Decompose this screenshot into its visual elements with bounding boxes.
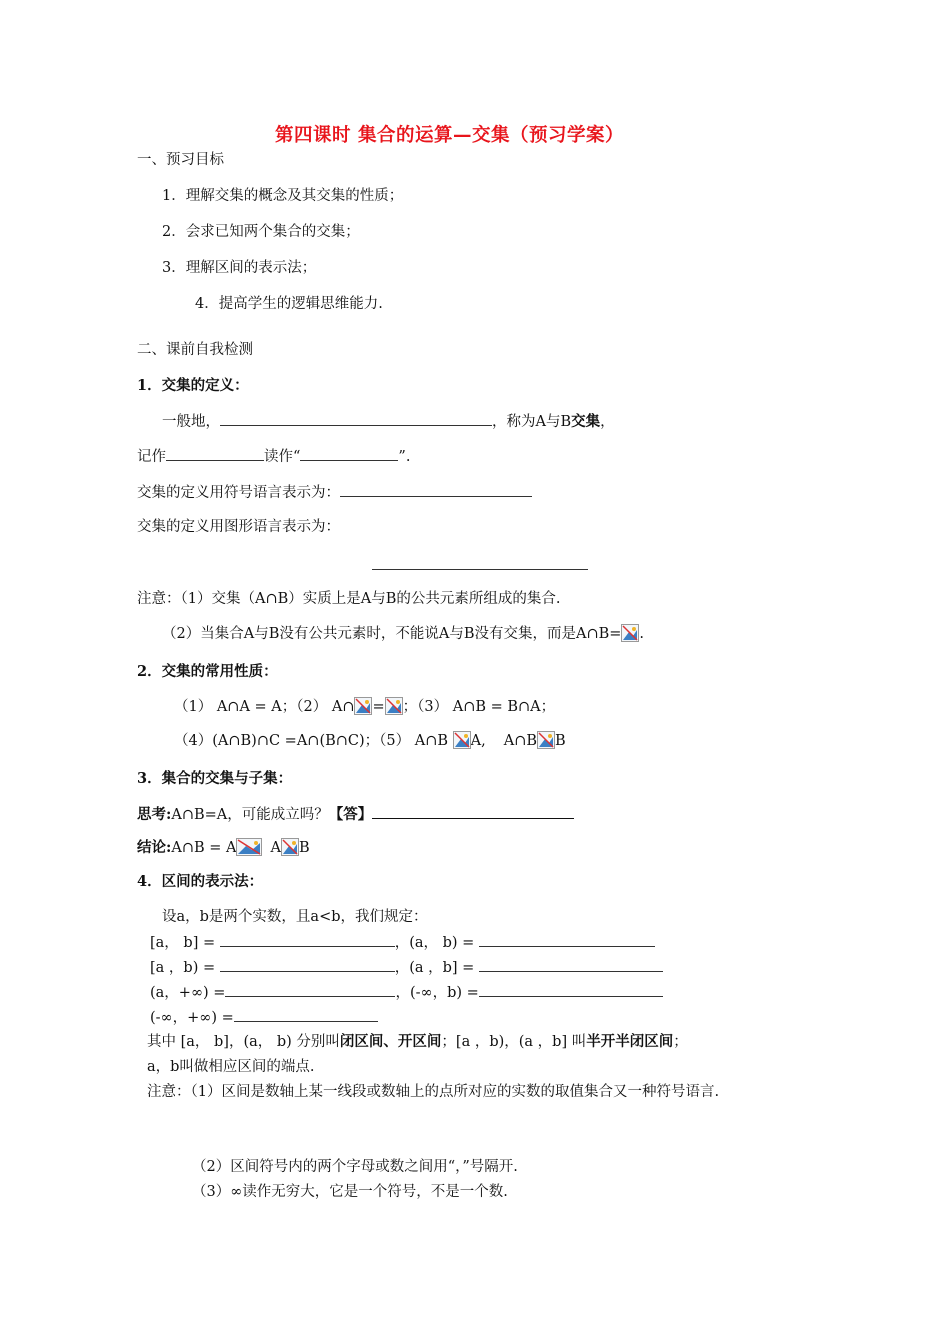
- text: 一般地，: [162, 414, 220, 430]
- text: （2）当集合A与B没有公共元素时，不能说A与B没有交集，而是A∩B=: [162, 626, 622, 642]
- text: 半开半闭区间: [586, 1033, 674, 1050]
- fill-blank[interactable]: [300, 446, 398, 461]
- text: =: [372, 699, 385, 715]
- text: ，(a ，b] =: [394, 960, 479, 976]
- fill-blank[interactable]: [166, 446, 264, 461]
- text: 结论:: [137, 839, 172, 856]
- text: (a，+∞) =: [150, 985, 226, 1001]
- interval-line: [150, 1007, 378, 1028]
- goal-item: 1．理解交集的概念及其交集的性质；: [162, 188, 404, 204]
- fill-blank[interactable]: [234, 1007, 378, 1022]
- fill-blank[interactable]: [220, 932, 395, 947]
- property-line: [174, 731, 566, 751]
- fill-blank[interactable]: [479, 982, 663, 997]
- text: ；（3） A∩B = B∩A；: [402, 699, 556, 715]
- goal-item: 3．理解区间的表示法；: [162, 260, 317, 276]
- text: 读作“: [264, 449, 301, 465]
- broken-image-icon: [537, 731, 555, 749]
- text: ，: [600, 414, 615, 430]
- note-line: （3）∞读作无穷大，它是一个符号，不是一个数.: [192, 1184, 508, 1200]
- text: A: [270, 840, 281, 856]
- note-line: （2）区间符号内的两个字母或数之间用“，”号隔开.: [192, 1159, 518, 1175]
- text: （1） A∩A = A；（2） A∩: [174, 699, 355, 715]
- text: ，(a， b) =: [394, 935, 479, 951]
- text: ”.: [398, 449, 411, 465]
- fill-blank[interactable]: [479, 957, 663, 972]
- text: ，称为A与B: [492, 414, 572, 430]
- text: （4）(A∩B)∩C =A∩(B∩C)；（5） A∩B: [174, 733, 453, 749]
- explanation-line: [147, 1032, 688, 1052]
- text: [a ，b) =: [150, 960, 220, 976]
- broken-image-icon: [385, 697, 403, 715]
- text: B: [555, 733, 566, 749]
- broken-image-icon: [236, 838, 262, 856]
- page-title: 第四课时 集合的运算—交集（预习学案）: [275, 125, 624, 146]
- fill-blank[interactable]: [220, 411, 492, 426]
- text: .: [639, 626, 645, 642]
- conclusion-line: [137, 838, 310, 858]
- graphic-language-line: 交集的定义用图形语言表示为：: [137, 519, 340, 535]
- broken-image-icon: [453, 731, 471, 749]
- text: 记作: [137, 449, 166, 465]
- text: B: [298, 840, 310, 856]
- text: (-∞，+∞) =: [150, 1010, 234, 1026]
- explanation-line: a，b叫做相应区间的端点.: [147, 1059, 315, 1075]
- goal-item: 2．会求已知两个集合的交集；: [162, 224, 360, 240]
- interval-line: [150, 982, 663, 1003]
- interval-line: [150, 957, 663, 978]
- text: A,: [470, 733, 486, 749]
- text: 【答】: [328, 806, 373, 823]
- fill-blank[interactable]: [479, 932, 655, 947]
- answer-blank[interactable]: [372, 804, 574, 819]
- text: ；[a ，b)，(a ，b] 叫: [441, 1034, 587, 1050]
- text: A∩B=A，可能成立吗？: [171, 807, 329, 823]
- symbol-language-line: [137, 482, 532, 503]
- note-line: 注意：（1）交集（A∩B）实质上是A与B的公共元素所组成的集合.: [137, 591, 561, 607]
- property-line: [174, 697, 555, 717]
- notation-line: [137, 446, 410, 467]
- text: 交集: [571, 413, 601, 430]
- text: A∩B: [503, 733, 537, 749]
- broken-image-icon: [281, 838, 299, 856]
- part-heading: 1．交集的定义：: [137, 377, 249, 394]
- think-line: [137, 804, 574, 825]
- text: A∩B = A: [171, 840, 237, 856]
- part-heading: 3．集合的交集与子集：: [137, 770, 293, 787]
- broken-image-icon: [354, 697, 372, 715]
- fill-blank[interactable]: [220, 957, 395, 972]
- part-heading: 2．交集的常用性质：: [137, 663, 278, 680]
- interval-line: [150, 932, 655, 953]
- text: 思考:: [137, 806, 172, 823]
- fill-blank[interactable]: [225, 982, 395, 997]
- intro-line: 设a，b是两个实数，且a<b，我们规定：: [162, 909, 428, 925]
- text: ，(-∞，b) =: [395, 985, 479, 1001]
- goal-item: 4．提高学生的逻辑思维能力.: [195, 296, 383, 312]
- part-heading: 4．区间的表示法：: [137, 873, 264, 890]
- text: 其中 [a， b]，(a， b) 分别叫: [147, 1034, 340, 1050]
- broken-image-icon: [621, 624, 639, 642]
- text: 闭区间、开区间: [339, 1033, 442, 1050]
- note-line: 注意：（1）区间是数轴上某一线段或数轴上的点所对应的实数的取值集合又一种符号语言.: [147, 1084, 720, 1100]
- text: ；: [673, 1034, 688, 1050]
- definition-line: [162, 411, 615, 432]
- fill-blank[interactable]: [340, 482, 532, 497]
- text: [a， b] =: [150, 935, 220, 951]
- fill-blank[interactable]: [372, 569, 588, 570]
- text: 交集的定义用符号语言表示为：: [137, 485, 340, 501]
- section-heading: 一、预习目标: [137, 152, 224, 168]
- section-heading: 二、课前自我检测: [137, 342, 253, 358]
- note-line: [162, 624, 644, 644]
